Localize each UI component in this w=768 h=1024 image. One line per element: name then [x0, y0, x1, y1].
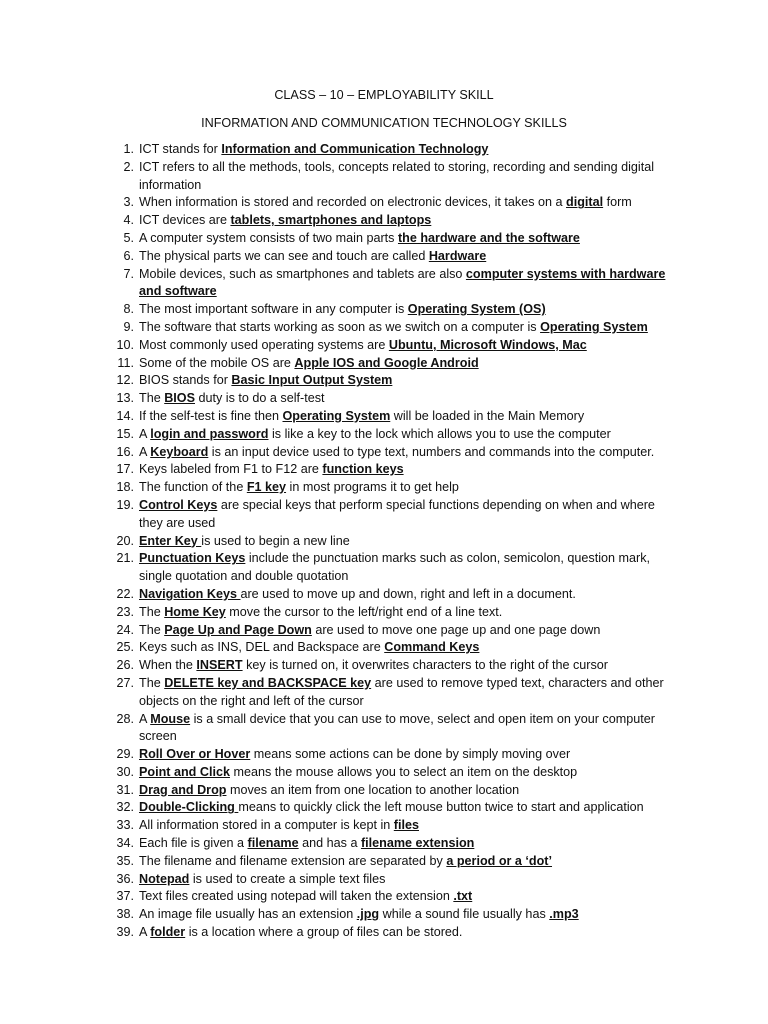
text-run: include the punctuation marks such as colon, semicolon, question mark, single quotation and double quotation [139, 551, 650, 584]
list-item [112, 159, 682, 195]
list-item-text [139, 356, 479, 370]
text-run: in most programs it to get help [286, 480, 459, 495]
text-run: Each file is given a [139, 836, 248, 851]
text-run: A computer system consists of two main parts [139, 230, 398, 245]
text-run: A [139, 426, 151, 441]
key-term: INSERT [196, 658, 243, 673]
text-run: Mobile devices, such as smartphones and tablets are also [139, 266, 466, 281]
list-item [112, 141, 682, 159]
list-item-number: 5. [123, 230, 134, 245]
list-item-number: 38. [116, 907, 134, 922]
list-item [112, 461, 682, 479]
text-run: is used to create a simple text files [189, 871, 386, 886]
text-run: Keys labeled from F1 to F12 are [139, 462, 323, 477]
text-run: The function of the [139, 480, 247, 495]
key-term: files [393, 818, 419, 833]
list-item-text [139, 302, 546, 316]
text-run: move the cursor to the left/right end of a line text. [225, 604, 503, 619]
key-term: Ubuntu, Microsoft Windows, Mac [388, 337, 587, 352]
list-item-number: 32. [116, 800, 134, 815]
list-item [112, 230, 682, 248]
list-item [112, 533, 682, 551]
list-item [112, 301, 682, 319]
list-item [112, 817, 682, 835]
key-term: Notepad [139, 871, 190, 886]
key-term: Home Key [164, 604, 226, 619]
text-run: moves an item from one location to another location [226, 782, 520, 797]
list-item-number: 22. [116, 586, 134, 601]
list-item [112, 764, 682, 782]
text-run: key is turned on, it overwrites characters to the right of the cursor [242, 658, 608, 673]
list-item [112, 622, 682, 640]
list-item-text [139, 854, 552, 868]
list-item [112, 924, 682, 942]
list-item-text [139, 160, 654, 192]
list-item-number: 21. [116, 551, 134, 566]
text-run: All information stored in a computer is kept in [139, 818, 394, 833]
list-item [112, 337, 682, 355]
text-run: means some actions can be done by simply moving over [250, 747, 571, 762]
list-item-text [139, 640, 479, 654]
list-item-number: 29. [116, 747, 134, 762]
list-item-text [139, 267, 665, 299]
text-run: means to quickly click the left mouse button twice to start and application [238, 800, 644, 815]
text-run: means the mouse allows you to select an item on the desktop [229, 764, 578, 779]
list-item [112, 390, 682, 408]
text-run: is like a key to the lock which allows you to use the computer [268, 426, 611, 441]
key-term: Operating System [540, 319, 648, 334]
list-item-number: 33. [116, 818, 134, 833]
list-item [112, 604, 682, 622]
text-run: Text files created using notepad will taken the extension [139, 889, 454, 904]
list-item-number: 3. [123, 195, 134, 210]
list-item-number: 23. [116, 604, 134, 619]
key-term: folder [150, 925, 186, 940]
text-run: The [139, 622, 165, 637]
key-term: Basic Input Output System [231, 373, 393, 388]
list-item-number: 4. [123, 213, 134, 228]
list-item-number: 27. [116, 675, 134, 690]
key-term: .txt [453, 889, 473, 904]
text-run: The physical parts we can see and touch are called [139, 248, 429, 263]
text-run: Keys such as INS, DEL and Backspace are [139, 640, 385, 655]
list-item-text [139, 747, 570, 761]
list-item-number: 28. [116, 711, 134, 726]
list-item-text [139, 445, 654, 459]
key-term: Mouse [150, 711, 191, 726]
list-item-number: 24. [116, 622, 134, 637]
list-item-text [139, 800, 644, 814]
text-run: ICT stands for [139, 142, 222, 156]
list-item-text [139, 605, 502, 619]
list-item [112, 888, 682, 906]
list-item [112, 426, 682, 444]
list-item-text [139, 320, 648, 334]
key-term: Enter Key [139, 533, 202, 548]
text-run: are used to move up and down, right and left in a document. [240, 586, 576, 601]
text-run: will be loaded in the Main Memory [390, 408, 585, 423]
key-term: function keys [322, 462, 404, 477]
key-term: Keyboard [150, 444, 209, 459]
list-item [112, 711, 682, 747]
list-item-text [139, 142, 488, 156]
list-item-text [139, 836, 474, 850]
list-item-number: 36. [116, 871, 134, 886]
text-run: Some of the mobile OS are [139, 355, 295, 370]
list-item [112, 444, 682, 462]
list-item-number: 16. [116, 444, 134, 459]
document-title: CLASS – 10 – EMPLOYABILITY SKILL [274, 88, 494, 102]
list-item-text [139, 676, 664, 708]
key-term: Point and Click [139, 764, 230, 779]
list-item-text [139, 818, 419, 832]
list-item [112, 675, 682, 711]
list-item-text [139, 480, 459, 494]
key-term: Operating System (OS) [407, 302, 546, 317]
text-run: form [603, 195, 632, 210]
key-term: DELETE key and BACKSPACE key [164, 675, 372, 690]
text-run: are used to move one page up and one page down [311, 622, 601, 637]
list-item-number: 14. [116, 408, 134, 423]
list-item-number: 31. [116, 782, 134, 797]
text-run: If the self-test is fine then [139, 408, 283, 423]
key-term: .jpg [356, 907, 380, 922]
key-term: Punctuation Keys [139, 551, 246, 566]
text-run: The software that starts working as soon as we switch on a computer is [139, 319, 541, 334]
list-item-text [139, 551, 650, 583]
list-item [112, 372, 682, 390]
list-item-number: 34. [116, 836, 134, 851]
text-run: is a small device that you can use to move, select and open item on your computer screen [139, 711, 655, 744]
key-term: filename extension [360, 836, 475, 851]
key-term: a period or a ‘dot’ [446, 853, 553, 868]
list-item-text [139, 213, 431, 227]
list-item-number: 18. [116, 480, 134, 495]
text-run: while a sound file usually has [379, 907, 550, 922]
list-item-number: 19. [116, 497, 134, 512]
list-item-text [139, 409, 584, 423]
list-item [112, 799, 682, 817]
list-item-text [139, 872, 385, 886]
list-item-text [139, 534, 350, 548]
text-run: The [139, 391, 165, 406]
key-term: tablets, smartphones and laptops [230, 213, 432, 228]
list-item-text [139, 783, 519, 797]
text-run: BIOS stands for [139, 373, 232, 388]
list-item-text [139, 391, 325, 405]
key-term: the hardware and the software [397, 230, 580, 245]
list-item [112, 266, 682, 302]
text-run: A [139, 444, 151, 459]
list-item [112, 497, 682, 533]
key-term: computer systems with hardware and software [139, 266, 666, 299]
key-term: BIOS [164, 391, 195, 406]
text-run: When information is stored and recorded on electronic devices, it takes on a [139, 195, 567, 210]
key-term: F1 key [246, 480, 287, 495]
list-item [112, 550, 682, 586]
list-item-text [139, 427, 611, 441]
numbered-list [112, 141, 682, 942]
list-item [112, 319, 682, 337]
list-item-number: 20. [116, 533, 134, 548]
text-run: is a location where a group of files can be stored. [185, 925, 463, 940]
key-term: Page Up and Page Down [164, 622, 312, 637]
key-term: Command Keys [384, 640, 480, 655]
list-item-number: 26. [116, 658, 134, 673]
list-item-number: 7. [123, 266, 134, 281]
list-item-text [139, 889, 472, 903]
list-item [112, 746, 682, 764]
document-subtitle: INFORMATION AND COMMUNICATION TECHNOLOGY SKILLS [201, 116, 567, 130]
key-term: Roll Over or Hover [139, 747, 251, 762]
text-run: ICT devices are [139, 213, 231, 228]
key-term: .mp3 [549, 907, 579, 922]
key-term: Double-Clicking [139, 800, 239, 815]
list-item-text [139, 587, 576, 601]
list-item [112, 248, 682, 266]
list-item-number: 1. [123, 142, 134, 156]
list-item-number: 39. [116, 925, 134, 940]
list-item-number: 8. [123, 302, 134, 317]
list-item-text [139, 338, 587, 352]
text-run: A [139, 925, 151, 940]
list-item-number: 35. [116, 853, 134, 868]
list-item-number: 10. [116, 337, 134, 352]
list-item [112, 355, 682, 373]
text-run: is an input device used to type text, numbers and commands into the computer. [208, 444, 655, 459]
list-item-text [139, 712, 655, 744]
list-item-text [139, 195, 632, 209]
key-term: Operating System [282, 408, 391, 423]
list-item-number: 25. [116, 640, 134, 655]
list-item [112, 586, 682, 604]
text-run: A [139, 711, 151, 726]
key-term: Drag and Drop [139, 782, 227, 797]
list-item [112, 639, 682, 657]
list-item [112, 408, 682, 426]
list-item [112, 906, 682, 924]
key-term: Apple IOS and Google Android [294, 355, 479, 370]
text-run: An image file usually has an extension [139, 907, 357, 922]
key-term: Information and Communication Technology [221, 142, 489, 156]
list-item-number: 30. [116, 764, 134, 779]
text-run: are used to remove typed text, characters and other objects on the right and left of the cursor [139, 675, 664, 708]
list-item-text [139, 907, 579, 921]
list-item-text [139, 623, 600, 637]
list-item-number: 17. [116, 462, 134, 477]
list-item [112, 212, 682, 230]
list-item-text [139, 925, 462, 939]
list-item-number: 6. [123, 248, 134, 263]
list-item-text [139, 765, 577, 779]
list-item [112, 782, 682, 800]
key-term: Control Keys [139, 497, 218, 512]
list-item-text [139, 462, 404, 476]
text-run: Most commonly used operating systems are [139, 337, 389, 352]
key-term: login and password [150, 426, 269, 441]
list-item [112, 853, 682, 871]
list-item [112, 657, 682, 675]
list-item-number: 13. [116, 391, 134, 406]
text-run: The filename and filename extension are separated by [139, 853, 447, 868]
list-item-number: 12. [116, 373, 134, 388]
text-run: The [139, 675, 165, 690]
text-run: duty is to do a self-test [195, 391, 325, 406]
list-item-text [139, 658, 608, 672]
list-item [112, 835, 682, 853]
list-item [112, 194, 682, 212]
key-term: filename [247, 836, 299, 851]
text-run: ICT refers to all the methods, tools, concepts related to storing, recording and sending digital information [139, 159, 654, 192]
list-item-text [139, 249, 486, 263]
key-term: Navigation Keys [139, 586, 241, 601]
list-item-number: 15. [116, 426, 134, 441]
list-item-number: 37. [116, 889, 134, 904]
list-item [112, 479, 682, 497]
list-item-number: 2. [123, 159, 134, 174]
text-run: The [139, 604, 165, 619]
list-item-number: 11. [117, 355, 134, 370]
text-run: The most important software in any computer is [139, 302, 408, 317]
text-run: are special keys that perform special functions depending on when and where they are used [139, 497, 655, 530]
list-item-number: 9. [123, 319, 134, 334]
text-run: When the [139, 658, 197, 673]
list-item-text [139, 231, 580, 245]
text-run: is used to begin a new line [201, 533, 350, 548]
list-item [112, 871, 682, 889]
text-run: and has a [298, 836, 361, 851]
list-item-text [139, 498, 655, 530]
key-term: Hardware [428, 248, 487, 263]
key-term: digital [566, 195, 604, 210]
list-item-text [139, 373, 392, 387]
